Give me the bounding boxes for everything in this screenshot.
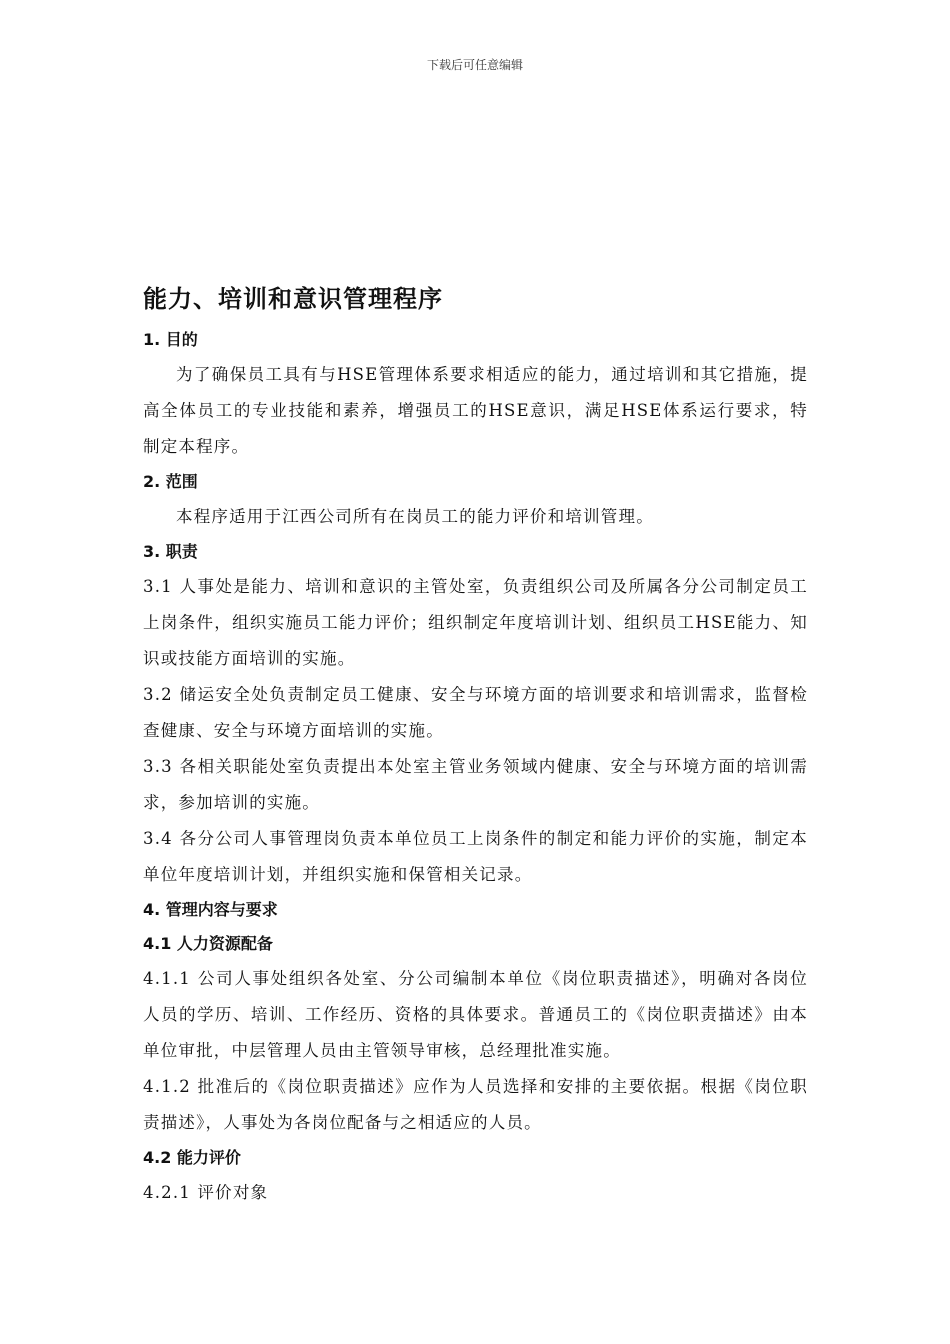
- paragraph-3-1: 3.1 人事处是能力、培训和意识的主管处室，负责组织公司及所属各分公司制定员工上岗条件，组织实施员工能力评价；组织制定年度培训计划、组织员工HSE能力、知识或技能方面培训的实施。: [143, 577, 808, 668]
- paragraph-3-3: 3.3 各相关职能处室负责提出本处室主管业务领域内健康、安全与环境方面的培训需求，参加培训的实施。: [143, 757, 808, 812]
- section-heading-management: 4. 管理内容与要求: [143, 900, 278, 919]
- paragraph-3-2: 3.2 储运安全处负责制定员工健康、安全与环境方面的培训要求和培训需求，监督检查健康、安全与环境方面培训的实施。: [143, 685, 808, 740]
- paragraph-4-2-1: 4.2.1 评价对象: [143, 1183, 269, 1202]
- paragraph-4-1-2: 4.1.2 批准后的《岗位职责描述》应作为人员选择和安排的主要依据。根据《岗位职责描述》，人事处为各岗位配备与之相适应的人员。: [143, 1077, 808, 1132]
- paragraph-scope: 本程序适用于江西公司所有在岗员工的能力评价和培训管理。: [176, 507, 654, 526]
- section-heading-scope: 2. 范围: [143, 472, 198, 491]
- paragraph-3-4: 3.4 各分公司人事管理岗负责本单位员工上岗条件的制定和能力评价的实施，制定本单位年度培训计划，并组织实施和保管相关记录。: [143, 829, 808, 884]
- paragraph-4-1-1: 4.1.1 公司人事处组织各处室、分公司编制本单位《岗位职责描述》，明确对各岗位人员的学历、培训、工作经历、资格的具体要求。普通员工的《岗位职责描述》由本单位审批，中层管理人员由主管领导审核，总经理批准实施。: [143, 969, 808, 1060]
- header-note: 下载后可任意编辑: [426, 58, 523, 72]
- section-heading-purpose: 1. 目的: [143, 330, 198, 349]
- document-title: 能力、培训和意识管理程序: [143, 285, 443, 313]
- paragraph-purpose: 为了确保员工具有与HSE管理体系要求相适应的能力，通过培训和其它措施，提高全体员工的专业技能和素养，增强员工的HSE意识，满足HSE体系运行要求，特制定本程序。: [143, 365, 808, 456]
- section-heading-responsibilities: 3. 职责: [143, 542, 198, 561]
- subsection-heading-4-2: 4.2 能力评价: [143, 1148, 241, 1167]
- subsection-heading-4-1: 4.1 人力资源配备: [143, 934, 273, 953]
- document-body: [143, 283, 808, 1211]
